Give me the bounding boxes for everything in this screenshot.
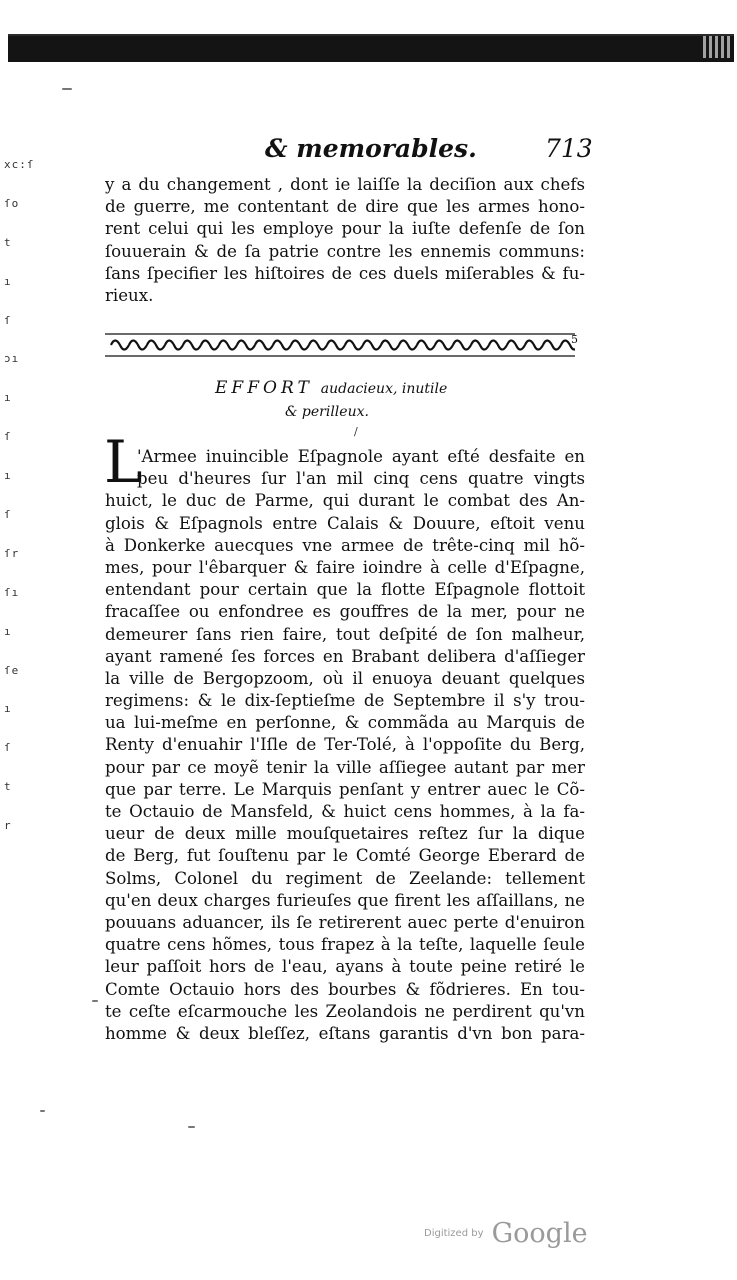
text-line: quatre cens hõmes, tous frapez à la teſte, laquelle ſeule (105, 935, 585, 955)
margin-mark: xc:ſ (4, 160, 35, 170)
text-line: que par terre. Le Marquis penſant y entrer auec le Cõ- (105, 779, 585, 799)
text-line: glois & Eſpagnols entre Calais & Douure, eſtoit venu (105, 513, 585, 533)
text-line: 'Armee inuincible Eſpagnole ayant eſté desfaite en (137, 447, 585, 466)
text-line: qu'en deux charges furieuſes que firent les aſſaillans, ne (105, 890, 585, 910)
margin-caret-mark: / (354, 425, 358, 438)
section-heading (0, 376, 737, 430)
text-line: pouuans aduancer, ils ſe retirerent auec perte d'enuiron (105, 912, 585, 932)
margin-mark: t (4, 782, 12, 792)
margin-mark: ſe (4, 666, 20, 676)
text-line: fracaſſee ou enfondree es gouffres de la mer, pour ne (105, 602, 585, 622)
margin-mark: t (4, 238, 12, 248)
text-line: la ville de Bergopzoom, où il enuoya deuant quelques (105, 668, 585, 688)
margin-mark: ɔı (4, 354, 20, 364)
continued-paragraph (105, 174, 585, 307)
text-line: Solms, Colonel du regiment de Zeelande: tellement (105, 868, 585, 888)
scan-top-border (8, 34, 734, 62)
text-line: huict, le duc de Parme, qui durant le combat des An- (105, 491, 585, 511)
section-heading-line-1 (215, 376, 447, 401)
margin-mark: ı (4, 471, 12, 481)
ornament-tail-mark: 5 (571, 333, 578, 346)
section-heading-rest: audacieux, inutile (320, 381, 448, 397)
text-line: entendant pour certain que la flotte Eſpagnole flottoit (105, 580, 585, 600)
text-line: homme & deux bleſſez, eſtans garantis d'vn bon para- (105, 1023, 585, 1043)
text-line: rieux. (105, 285, 154, 305)
text-line: ueur de deux mille mouſquetaires reſtez ſur la dique (105, 824, 585, 844)
text-line: rent celui qui les employe pour la iuſte defenſe de ſon (105, 219, 585, 239)
text-line: Comte Octauio hors des bourbes & fõdrieres. En tou- (105, 979, 585, 999)
text-line: à Donkerke auecques vne armee de trête-cinq mil hõ- (105, 535, 585, 555)
margin-mark: ſ (4, 316, 12, 326)
text-line: demeurer ſans rien faire, tout deſpité de ſon malheur, (105, 624, 585, 644)
section-paragraph (105, 446, 585, 1045)
margin-mark: ſ (4, 510, 12, 520)
scan-top-border-edge (703, 36, 733, 58)
text-line: pour par ce moyẽ tenir la ville aſſiegee autant par mer (105, 757, 585, 777)
text-line: Renty d'enuahir l'Iſle de Ter-Tolé, à l'oppoſite du Berg, (105, 735, 585, 755)
text-line: regimens: & le dix-ſeptieſme de Septembre il s'y trou- (105, 691, 585, 711)
running-title: & memorables. (265, 134, 477, 163)
ornamental-band (105, 330, 575, 360)
scan-speck (40, 1110, 45, 1112)
running-head (0, 132, 737, 172)
margin-mark: ſr (4, 549, 20, 559)
text-line: ua lui-meſme en perſonne, & commãda au Marquis de (105, 713, 585, 733)
text-line: te ceſte eſcarmouche les Zeolandois ne perdirent qu'vn (105, 1001, 585, 1021)
google-wordmark: Google (491, 1218, 588, 1249)
scan-speck (92, 1000, 98, 1002)
text-line: te Octauio de Mansfeld, & huict cens hommes, à la fa- (105, 802, 585, 821)
text-line: mes, pour l'êbarquer & faire ioindre à celle d'Eſpagne, (105, 557, 585, 577)
left-margin-marks (0, 160, 42, 860)
margin-mark: r (4, 821, 12, 831)
margin-mark: ſ (4, 743, 12, 753)
text-line: peu d'heures ſur l'an mil cinq cens quatre vingts (137, 469, 585, 489)
margin-mark: ſ (4, 432, 12, 442)
scan-speck (188, 1126, 195, 1128)
text-line: ſouuerain & de ſa patrie contre les ennemis communs: (105, 241, 585, 261)
text-line: ayant ramené ſes forces en Brabant delibera d'aſſieger (105, 646, 585, 666)
margin-mark: ı (4, 627, 12, 637)
text-line: y a du changement , dont ie laiſſe la deciſion aux chefs (105, 175, 585, 194)
margin-mark: ſo (4, 199, 20, 209)
page-number: 713 (545, 134, 593, 163)
drop-capital: L (104, 428, 143, 496)
text-line: ſans ſpecifier les hiſtoires de ces duels miſerables & fu- (105, 263, 585, 283)
text-line: de Berg, fut ſouſtenu par le Comté George Eberard de (105, 846, 585, 866)
margin-mark: ſı (4, 588, 20, 598)
text-line: de guerre, me contentant de dire que les armes hono- (105, 197, 585, 217)
section-heading-line-2: & perilleux. (285, 404, 369, 420)
digitized-by-label: Digitized by (424, 1228, 484, 1239)
margin-mark: ı (4, 704, 12, 714)
digitized-credit (424, 1218, 588, 1254)
section-heading-caps: EFFORT (215, 378, 313, 398)
margin-mark: ı (4, 277, 12, 287)
text-line: leur paſſoit hors de l'eau, ayans à toute peine retiré le (105, 957, 585, 977)
margin-mark: ı (4, 393, 12, 403)
scan-speck (62, 88, 72, 90)
